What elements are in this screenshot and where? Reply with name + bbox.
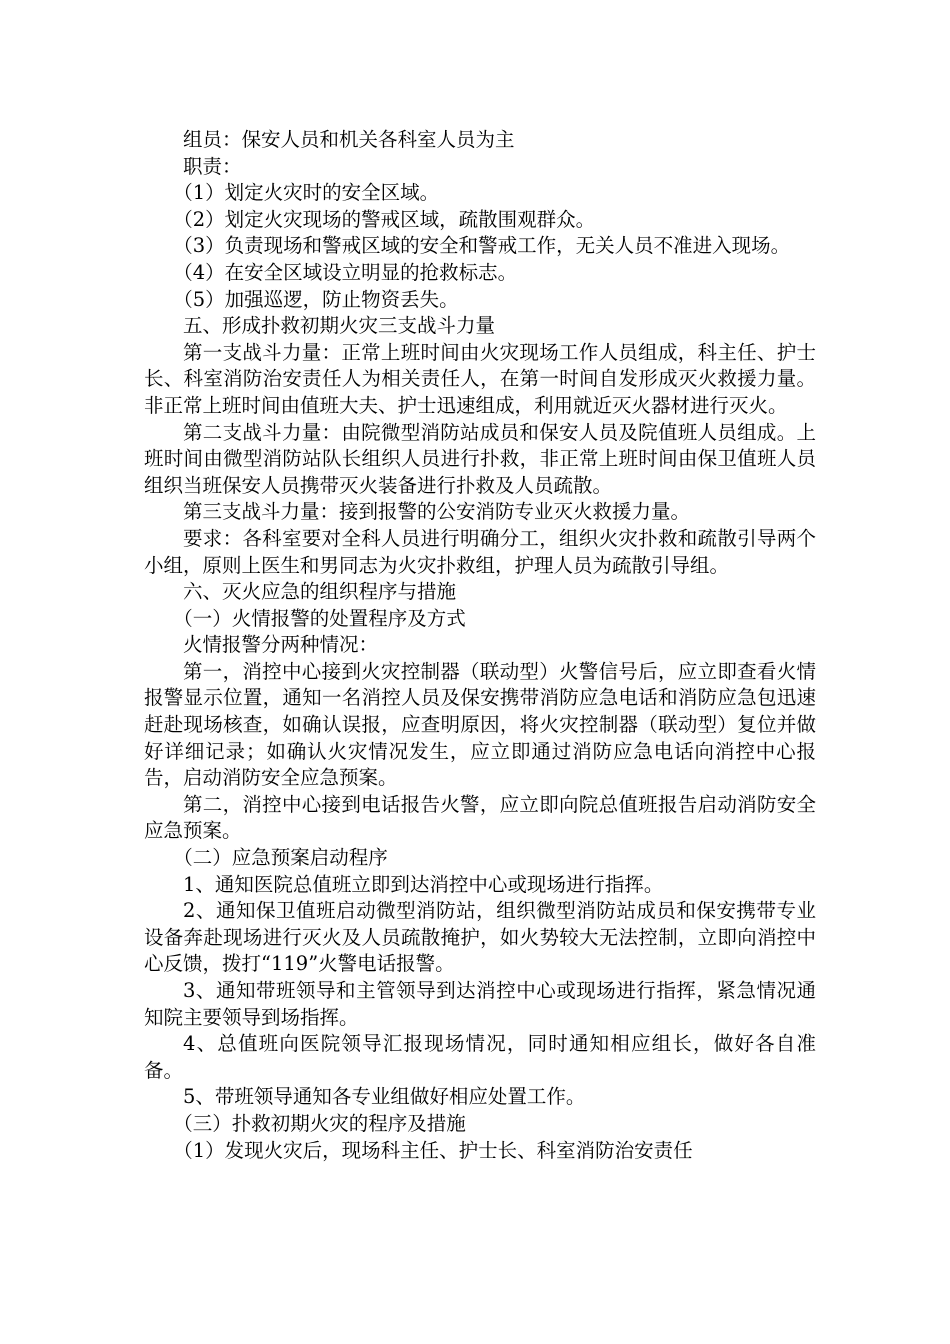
subsection-heading: （二）应急预案启动程序 xyxy=(173,846,388,870)
paragraph: 火情报警分两种情况： xyxy=(183,633,379,657)
list-item: 1、通知医院总值班立即到达消控中心或现场进行指挥。 xyxy=(183,872,664,896)
paragraph: 第一，消控中心接到火灾控制器（联动型）火警信号后，应立即查看火情报警显示位置，通知一名消控人员及保安携带消防应急电话和消防应急包迅速赶赴现场核查，如确认误报，应查明原因，将火灾控制器（联动型）复位并做好详细记录；如确认火灾情况发生，应立即通过消防应急电话向消控中心报告，启动消防安全应急预案。 xyxy=(144,659,816,790)
list-item: （2）划定火灾现场的警戒区域，疏散围观群众。 xyxy=(173,207,596,231)
paragraph: 第二支战斗力量：由院微型消防站成员和保安人员及院值班人员组成。上班时间由微型消防站队长组织人员进行扑救，非正常上班时间由保卫值班人员组织当班保安人员携带灭火装备进行扑救及人员疏散。 xyxy=(144,420,816,497)
list-item: （1）发现火灾后，现场科主任、护士长、科室消防治安责任 xyxy=(173,1138,693,1162)
section-heading: 五、形成扑救初期火灾三支战斗力量 xyxy=(183,314,496,338)
list-item: （4）在安全区域设立明显的抢救标志。 xyxy=(173,260,518,284)
list-item: （5）加强巡逻，防止物资丢失。 xyxy=(173,287,459,311)
subsection-heading: （一）火情报警的处置程序及方式 xyxy=(173,606,466,630)
list-item: 3、通知带班领导和主管领导到达消控中心或现场进行指挥，紧急情况通知院主要领导到场指挥。 xyxy=(144,979,816,1029)
paragraph: 职责： xyxy=(183,154,242,178)
list-item: 5、带班领导通知各专业组做好相应处置工作。 xyxy=(183,1085,586,1109)
section-heading: 六、灭火应急的组织程序与措施 xyxy=(183,580,457,604)
paragraph: 要求：各科室要对全科人员进行明确分工，组织火灾扑救和疏散引导两个小组，原则上医生和男同志为火灾扑救组，护理人员为疏散引导组。 xyxy=(144,526,816,577)
paragraph: 第一支战斗力量：正常上班时间由火灾现场工作人员组成，科主任、护士长、科室消防治安责任人为相关责任人，在第一时间自发形成灭火救援力量。非正常上班时间由值班大夫、护士迅速组成，利用就近灭火器材进行灭火。 xyxy=(144,340,816,417)
paragraph: 组员：保安人员和机关各科室人员为主 xyxy=(183,128,515,151)
list-item: （3）负责现场和警戒区域的安全和警戒工作，无关人员不准进入现场。 xyxy=(173,234,791,258)
subsection-heading: （三）扑救初期火灾的程序及措施 xyxy=(173,1111,466,1135)
document-body xyxy=(144,127,816,1164)
list-item: （1）划定火灾时的安全区域。 xyxy=(173,181,440,205)
list-item: 2、通知保卫值班启动微型消防站，组织微型消防站成员和保安携带专业设备奔赴现场进行灭火及人员疏散掩护，如火势较大无法控制，立即向消控中心反馈，拨打“119”火警电话报警。 xyxy=(144,899,816,976)
list-item: 4、总值班向医院领导汇报现场情况，同时通知相应组长，做好各自准备。 xyxy=(144,1032,816,1082)
paragraph: 第二，消控中心接到电话报告火警，应立即向院总值班报告启动消防安全应急预案。 xyxy=(144,792,816,843)
paragraph: 第三支战斗力量：接到报警的公安消防专业灭火救援力量。 xyxy=(183,500,691,524)
